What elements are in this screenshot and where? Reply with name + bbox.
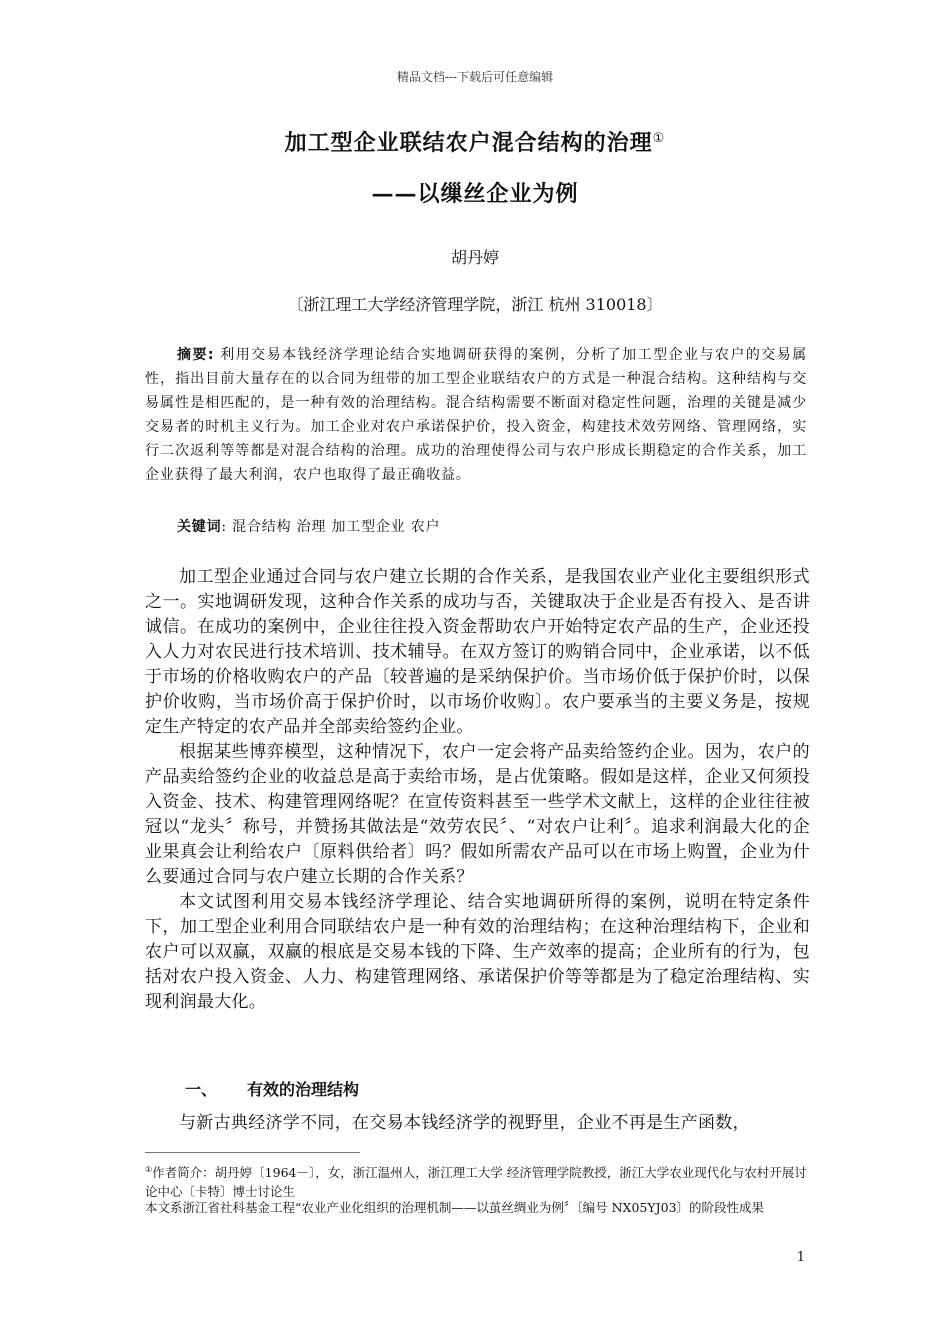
abstract-text: 利用交易本钱经济学理论结合实地调研获得的案例，分析了加工型企业与农户的交易属性，指出目前大量存在的以合同为纽带的加工型企业联结农户的方式是一种混合结构。这种结构与交易属性是相匹配的，是一种有效的治理结构。混合结构需要不断面对稳定性问题，治理的关键是减少交易者的时机主义行为。加工企业对农户承诺保护价，投入资金，构建技术效劳网络、管理网络，实行二次返利等等都是对混合结构的治理。成功的治理使得公司与农户形成长期稳定的合作关系，加工企业获得了最大利润，农户也取得了最正确收益。 bbox=[145, 347, 808, 483]
keywords bbox=[145, 516, 807, 536]
section-body bbox=[145, 1111, 810, 1136]
abstract-label: 摘要: bbox=[177, 347, 215, 363]
footnote-author-bio bbox=[145, 1160, 810, 1201]
title-footnote-mark[interactable]: ① bbox=[652, 131, 666, 146]
page-header: 精品文档---下载后可任意编辑 bbox=[396, 70, 554, 84]
paragraph: 根据某些博弈模型，这种情况下，农户一定会将产品卖给签约企业。因为，农户的产品卖给签约企业的收益总是高于卖给市场，是占优策略。假如是这样，企业又何须投入资金、技术、构建管理网络呢？在宣传资料甚至一些学术文献上，这样的企业往往被冠以“龙头〞称号，并赞扬其做法是“效劳农民〞、“对农户让利〞。追求利润最大化的企业果真会让利给农户〔原料供给者〕吗？假如所需农产品可以在市场上购置，企业为什么要通过合同与农户建立长期的合作关系？ bbox=[145, 742, 810, 887]
paper-subtitle: ——以缫丝企业为例 bbox=[371, 181, 579, 207]
paragraph: 加工型企业通过合同与农户建立长期的合作关系，是我国农业产业化主要组织形式之一。实地调研发现，这种合作关系的成功与否，关键取决于企业是否有投入、是否讲诚信。在成功的案例中，企业往往投入资金帮助农户开始特定农产品的生产，企业还投入人力对农民进行技术培训、技术辅导。在双方签订的购销合同中，企业承诺，以不低于市场的价格收购农户的产品〔较普遍的是采纳保护价。当市场价低于保护价时，以保护价收购，当市场价高于保护价时，以市场价收购〕。农户要承当的主要义务是，按规定生产特定的农产品并全部卖给签约企业。 bbox=[145, 567, 810, 737]
body-text bbox=[145, 565, 810, 1015]
paper-title bbox=[0, 126, 950, 157]
paragraph: 与新古典经济学不同，在交易本钱经济学的视野里，企业不再是生产函数， bbox=[179, 1113, 750, 1133]
section-title: 有效的治理结构 bbox=[247, 1080, 360, 1099]
author-affiliation: 〔浙江理工大学经济管理学院，浙江 杭州 310018〕 bbox=[287, 295, 663, 314]
footnote-text: 作者简介：胡丹婷〔1964－〕，女，浙江温州人，浙江理工大学 经济管理学院教授，浙江大学农业现代化与农村开展讨论中心〔卡特〕博士讨论生 bbox=[145, 1165, 807, 1200]
abstract bbox=[145, 343, 807, 487]
footnote-mark: ① bbox=[145, 1165, 153, 1174]
section-heading bbox=[185, 1077, 359, 1100]
footnote-divider bbox=[145, 1152, 360, 1153]
author-name: 胡丹婷 bbox=[450, 248, 499, 267]
title-text: 加工型企业联结农户混合结构的治理 bbox=[284, 130, 653, 156]
keywords-label: 关键词 bbox=[177, 519, 222, 535]
keywords-text: : 混合结构 治理 加工型企业 农户 bbox=[221, 519, 441, 535]
footnote-funding: 本文系浙江省社科基金工程“农业产业化组织的治理机制——以茧丝绸业为例〞〔编号 NX05YJ03〕的阶段性成果 bbox=[145, 1200, 765, 1215]
page-number: 1 bbox=[796, 1250, 805, 1265]
section-number: 一、 bbox=[185, 1080, 218, 1099]
paragraph: 本文试图利用交易本钱经济学理论、结合实地调研所得的案例，说明在特定条件下，加工型企业利用合同联结农户是一种有效的治理结构；在这种治理结构下，企业和农户可以双赢，双赢的根底是交易本钱的下降、生产效率的提高；企业所有的行为，包括对农户投入资金、人力、构建管理网络、承诺保护价等等都是为了稳定治理结构、实现利润最大化。 bbox=[145, 892, 810, 1012]
